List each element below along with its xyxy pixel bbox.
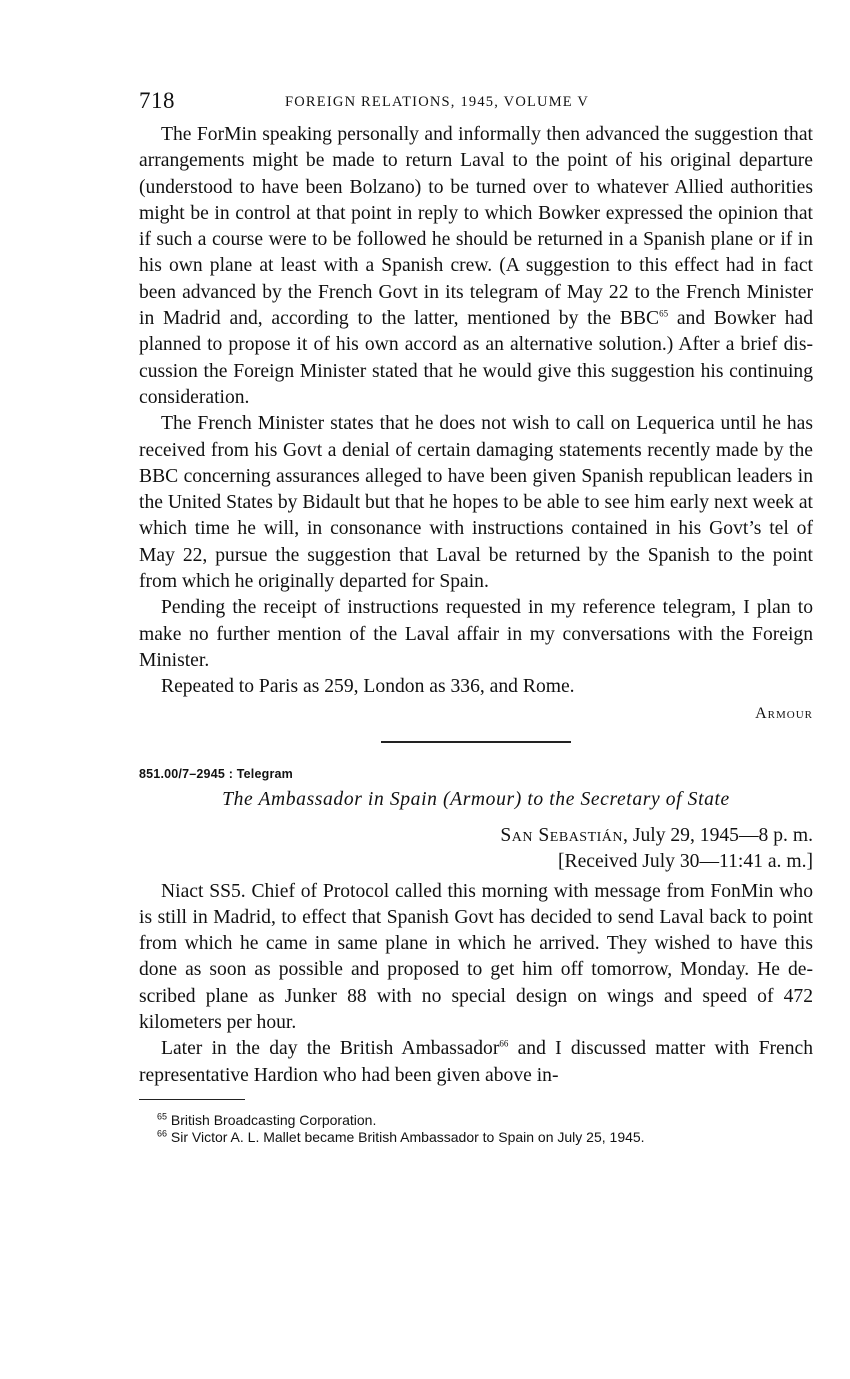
paragraph: Pending the receipt of instructions requested in my reference telegram, I plan to make no further mention of the Laval affair in my conversations with the Foreign Minister. (139, 597, 813, 671)
paragraph (139, 122, 813, 411)
running-head: FOREIGN RELATIONS, 1945, VOLUME V (285, 94, 590, 110)
paragraph-text: and I discussed matter with French representative Hardion who had been given above in- (139, 1038, 813, 1086)
signature: Armour (755, 704, 813, 722)
section-laval-discussion (139, 122, 813, 701)
footnote-text: Sir Victor A. L. Mallet became British Ambassador to Spain on July 25, 1945. (167, 1128, 645, 1145)
paragraph: Repeated to Paris as 259, London as 336, and Rome. (161, 676, 575, 698)
footnote (157, 1129, 813, 1146)
paragraph-text: The ForMin speaking personally and informally then advanced the suggestion that arrangements might be made to return Laval to the point of his original departure (understood to have been Bolzano) to be turned over to whatever Allied authorities might be in control at that point in reply to which Bowker expressed the opinion that if such a course were to be followed he should be returned in a Spanish plane or if in his own plane at least with a Spanish crew. (A suggestion to this effect had in fact been advanced by the French Govt in its telegram of May 22 to the French Minister in Madrid and, according to the latter, mentioned by the BBC (139, 124, 813, 330)
footnote-text: British Broadcasting Corporation. (167, 1111, 377, 1128)
paragraph: The French Minister states that he does not wish to call on Lequerica until he has received from his Govt a denial of certain damaging statements recently made by the BBC concerning assurances alleged to have been given Spanish republican leaders in the United States by Bidault but that he hopes to be able to see him early next week at which time he will, in consonance with instructions contained in his Govt’s tel of May 22, pursue the suggestion that Laval be returned by the Spanish to the point from which he originally departed for Spain. (139, 413, 813, 593)
page-header (139, 88, 813, 122)
footnote-number: 65 (157, 1111, 168, 1122)
paragraph (139, 1036, 813, 1089)
dateline-date: , July 29, 1945—8 p. m. (623, 824, 813, 846)
section-divider (381, 741, 571, 743)
footnote-number: 66 (157, 1128, 168, 1139)
section-telegram-body (139, 879, 813, 1089)
paragraph-text: and Bowker had planned to propose it of his own accord as an alternative solution.) After a brief discussion the Foreign Minister stated that he would give this suggestion his continuing consideration. (139, 308, 813, 408)
footnote-rule (139, 1099, 245, 1100)
footnote-ref: 66 (499, 1038, 509, 1049)
document-page (139, 88, 813, 1146)
paragraph-text: Later in the day the British Ambassador (161, 1038, 500, 1060)
document-title: The Ambassador in Spain (Armour) to the Secretary of State (222, 788, 730, 810)
paragraph: Niact SS5. Chief of Protocol called this morning with message from FonMin who is still in Madrid, to effect that Spanish Govt has decided to send Laval back to point from which he came in same plane in which he arrived. They wished to have this done as soon as possible and proposed to get him off tomorrow, Monday. He described plane as Junker 88 with no special design on wings and speed of 472 kilometers per hour. (139, 880, 813, 1034)
footnote (157, 1112, 813, 1129)
dateline-place: San Sebastián (500, 824, 624, 846)
dateline (139, 823, 813, 875)
footnote-ref: 65 (659, 308, 669, 319)
footnotes (139, 1112, 813, 1146)
document-reference: 851.00/7–2945 : Telegram (139, 766, 293, 781)
page-number: 718 (139, 88, 175, 113)
dateline-received: [Received July 30—11:41 a. m.] (557, 850, 813, 872)
dateline-sent (139, 823, 813, 849)
